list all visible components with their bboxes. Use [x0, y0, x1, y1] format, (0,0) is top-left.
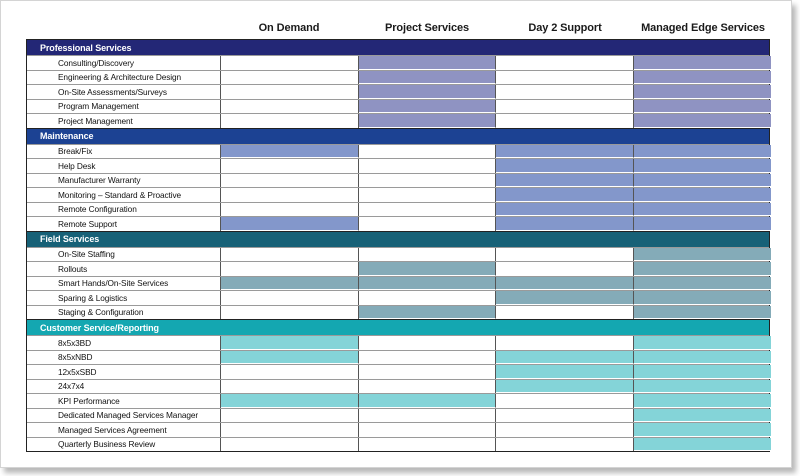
section-title: Field Services [40, 234, 100, 244]
section-header-cell [634, 40, 772, 55]
empty-cell-project-services [359, 145, 497, 159]
service-label: 8x5x3BD [27, 336, 221, 350]
empty-cell-project-services [359, 291, 497, 305]
service-label: On-Site Assessments/Surveys [27, 85, 221, 99]
included-cell-managed-edge-services [634, 291, 772, 305]
included-cell-on-demand [221, 336, 359, 350]
empty-cell-on-demand [221, 85, 359, 99]
empty-cell-project-services [359, 248, 497, 262]
service-row-quarterly-business-review [27, 437, 769, 452]
service-row-dedicated-managed-services-manager [27, 408, 769, 423]
empty-cell-on-demand [221, 174, 359, 188]
included-cell-day-2-support [496, 145, 634, 159]
empty-cell-day-2-support [496, 56, 634, 70]
service-label: Staging & Configuration [27, 306, 221, 320]
included-cell-project-services [359, 85, 497, 99]
included-cell-managed-edge-services [634, 248, 772, 262]
empty-cell-day-2-support [496, 100, 634, 114]
service-label: KPI Performance [27, 394, 221, 408]
empty-cell-day-2-support [496, 409, 634, 423]
empty-cell-project-services [359, 423, 497, 437]
included-cell-on-demand [221, 217, 359, 231]
empty-cell-day-2-support [496, 114, 634, 128]
empty-cell-on-demand [221, 203, 359, 217]
empty-cell-project-services [359, 159, 497, 173]
empty-cell-project-services [359, 365, 497, 379]
service-label: Managed Services Agreement [27, 423, 221, 437]
service-label: Rollouts [27, 262, 221, 276]
service-label: Project Management [27, 114, 221, 128]
included-cell-managed-edge-services [634, 351, 772, 365]
service-row-staging-configuration [27, 305, 769, 320]
section-header-cell [221, 40, 359, 55]
service-label: Program Management [27, 100, 221, 114]
empty-cell-project-services [359, 203, 497, 217]
service-row-rollouts [27, 261, 769, 276]
empty-cell-project-services [359, 380, 497, 394]
empty-cell-on-demand [221, 188, 359, 202]
empty-cell-day-2-support [496, 423, 634, 437]
service-row-smart-hands-on-site-services [27, 276, 769, 291]
included-cell-managed-edge-services [634, 217, 772, 231]
section-header-cell [221, 129, 359, 144]
service-row-manufacturer-warranty [27, 173, 769, 188]
empty-cell-day-2-support [496, 262, 634, 276]
section-header-cell [359, 320, 497, 335]
empty-cell-project-services [359, 409, 497, 423]
service-row-monitoring-standard-proactive [27, 187, 769, 202]
section-title: Customer Service/Reporting [40, 322, 159, 333]
section-header-field-services [27, 231, 769, 247]
included-cell-day-2-support [496, 365, 634, 379]
included-cell-managed-edge-services [634, 159, 772, 173]
column-header-day-2-support: Day 2 Support [528, 22, 602, 34]
section-header-professional-services [27, 39, 769, 55]
empty-cell-on-demand [221, 306, 359, 320]
service-row-on-site-assessments-surveys [27, 84, 769, 99]
column-header-on-demand: On Demand [258, 22, 320, 34]
included-cell-project-services [359, 306, 497, 320]
included-cell-managed-edge-services [634, 114, 772, 128]
service-label: Quarterly Business Review [27, 438, 221, 452]
service-row-24x7x4 [27, 379, 769, 394]
section-header-maintenance [27, 128, 769, 144]
included-cell-managed-edge-services [634, 438, 772, 452]
section-header-cell [496, 320, 634, 335]
service-row-break-fix [27, 144, 769, 159]
included-cell-project-services [359, 262, 497, 276]
section-header-cell [359, 40, 497, 55]
included-cell-day-2-support [496, 291, 634, 305]
empty-cell-on-demand [221, 423, 359, 437]
empty-cell-day-2-support [496, 394, 634, 408]
section-title: Professional Services [40, 42, 132, 53]
service-label: Smart Hands/On-Site Services [27, 277, 221, 291]
service-row-project-management [27, 113, 769, 128]
empty-cell-on-demand [221, 409, 359, 423]
included-cell-day-2-support [496, 217, 634, 231]
section-header-cell [496, 40, 634, 55]
service-row-remote-support [27, 216, 769, 231]
included-cell-project-services [359, 277, 497, 291]
included-cell-project-services [359, 394, 497, 408]
section-header-customer-service-reporting [27, 319, 769, 335]
empty-cell-project-services [359, 188, 497, 202]
included-cell-day-2-support [496, 159, 634, 173]
included-cell-project-services [359, 100, 497, 114]
empty-cell-on-demand [221, 438, 359, 452]
service-label: Manufacturer Warranty [27, 174, 221, 188]
empty-cell-on-demand [221, 56, 359, 70]
service-row-remote-configuration [27, 202, 769, 217]
included-cell-managed-edge-services [634, 188, 772, 202]
empty-cell-on-demand [221, 291, 359, 305]
included-cell-managed-edge-services [634, 365, 772, 379]
included-cell-managed-edge-services [634, 394, 772, 408]
section-header-cell [221, 232, 359, 247]
service-row-consulting-discovery [27, 55, 769, 70]
service-row-managed-services-agreement [27, 422, 769, 437]
empty-cell-project-services [359, 336, 497, 350]
included-cell-managed-edge-services [634, 145, 772, 159]
included-cell-managed-edge-services [634, 409, 772, 423]
empty-cell-on-demand [221, 262, 359, 276]
service-label: Engineering & Architecture Design [27, 71, 221, 85]
empty-cell-on-demand [221, 159, 359, 173]
section-header-cell [634, 320, 772, 335]
included-cell-managed-edge-services [634, 336, 772, 350]
included-cell-on-demand [221, 145, 359, 159]
service-label: Consulting/Discovery [27, 56, 221, 70]
section-header-cell [634, 232, 772, 247]
empty-cell-on-demand [221, 248, 359, 262]
section-header-cell [496, 129, 634, 144]
column-header-managed-edge-services: Managed Edge Services [641, 22, 765, 34]
service-label: Sparing & Logistics [27, 291, 221, 305]
included-cell-project-services [359, 71, 497, 85]
empty-cell-project-services [359, 174, 497, 188]
empty-cell-day-2-support [496, 248, 634, 262]
empty-cell-day-2-support [496, 85, 634, 99]
service-row-12x5xsbd [27, 364, 769, 379]
included-cell-managed-edge-services [634, 100, 772, 114]
section-header-cell [221, 320, 359, 335]
included-cell-day-2-support [496, 351, 634, 365]
included-cell-day-2-support [496, 380, 634, 394]
included-cell-managed-edge-services [634, 262, 772, 276]
service-label: On-Site Staffing [27, 248, 221, 262]
included-cell-day-2-support [496, 188, 634, 202]
included-cell-managed-edge-services [634, 85, 772, 99]
empty-cell-day-2-support [496, 306, 634, 320]
service-label: Dedicated Managed Services Manager [27, 409, 221, 423]
included-cell-on-demand [221, 394, 359, 408]
included-cell-managed-edge-services [634, 56, 772, 70]
included-cell-managed-edge-services [634, 277, 772, 291]
included-cell-managed-edge-services [634, 174, 772, 188]
service-row-8x5xnbd [27, 350, 769, 365]
empty-cell-on-demand [221, 380, 359, 394]
service-label: Break/Fix [27, 145, 221, 159]
service-label: Remote Configuration [27, 203, 221, 217]
service-label: Help Desk [27, 159, 221, 173]
empty-cell-on-demand [221, 114, 359, 128]
service-label: 12x5xSBD [27, 365, 221, 379]
section-header-cell [496, 232, 634, 247]
section-header-cell [359, 129, 497, 144]
empty-cell-on-demand [221, 365, 359, 379]
included-cell-managed-edge-services [634, 306, 772, 320]
service-label: 8x5xNBD [27, 351, 221, 365]
service-label: 24x7x4 [27, 380, 221, 394]
included-cell-managed-edge-services [634, 380, 772, 394]
included-cell-project-services [359, 114, 497, 128]
service-row-kpi-performance [27, 393, 769, 408]
included-cell-day-2-support [496, 203, 634, 217]
service-label: Remote Support [27, 217, 221, 231]
section-header-cell [359, 232, 497, 247]
included-cell-on-demand [221, 277, 359, 291]
empty-cell-on-demand [221, 100, 359, 114]
empty-cell-project-services [359, 217, 497, 231]
empty-cell-project-services [359, 438, 497, 452]
included-cell-day-2-support [496, 277, 634, 291]
service-row-8x5x3bd [27, 335, 769, 350]
column-header-project-services: Project Services [384, 22, 469, 34]
service-row-on-site-staffing [27, 247, 769, 262]
service-label: Monitoring – Standard & Proactive [27, 188, 221, 202]
included-cell-project-services [359, 56, 497, 70]
service-row-help-desk [27, 158, 769, 173]
section-title: Maintenance [40, 131, 94, 141]
service-row-engineering-architecture-design [27, 70, 769, 85]
empty-cell-day-2-support [496, 71, 634, 85]
empty-cell-project-services [359, 351, 497, 365]
included-cell-managed-edge-services [634, 203, 772, 217]
empty-cell-on-demand [221, 71, 359, 85]
empty-cell-day-2-support [496, 336, 634, 350]
included-cell-managed-edge-services [634, 71, 772, 85]
included-cell-managed-edge-services [634, 423, 772, 437]
service-row-sparing-logistics [27, 290, 769, 305]
included-cell-on-demand [221, 351, 359, 365]
included-cell-day-2-support [496, 174, 634, 188]
service-matrix-grid [26, 39, 770, 452]
section-header-cell [634, 129, 772, 144]
empty-cell-day-2-support [496, 438, 634, 452]
service-row-program-management [27, 99, 769, 114]
